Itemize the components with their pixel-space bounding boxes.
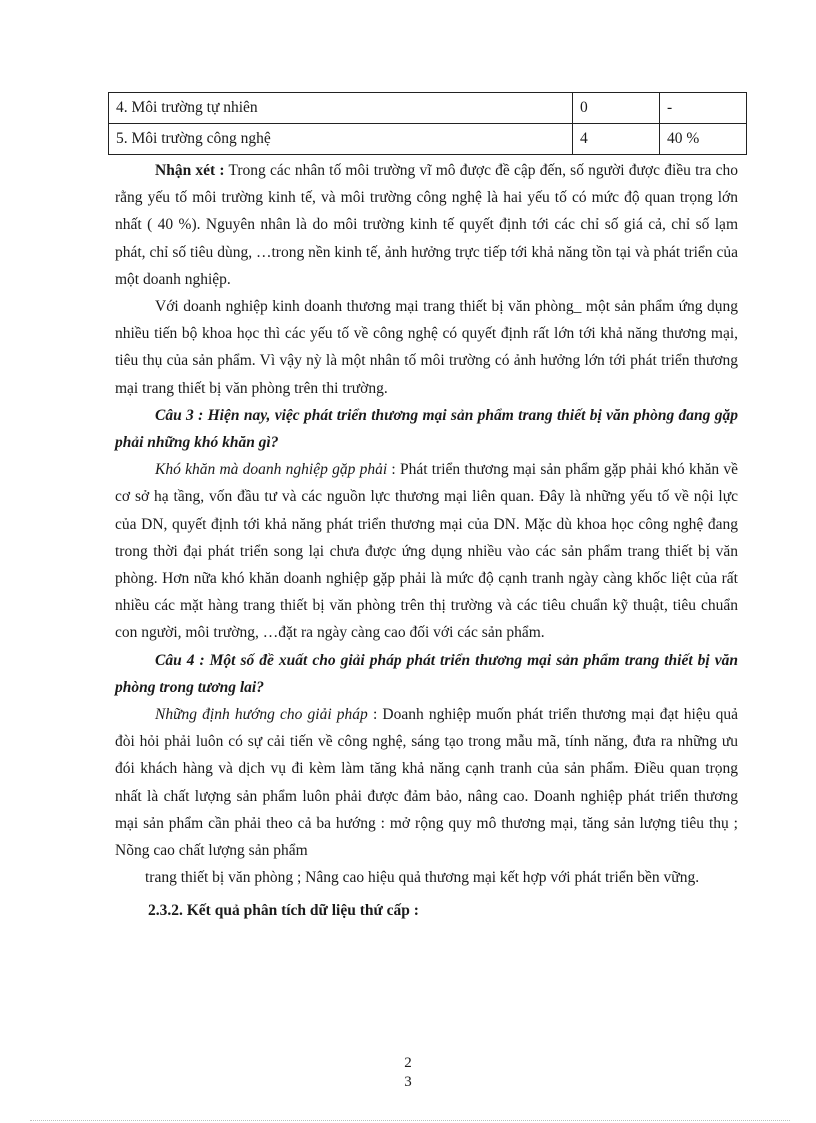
- question-4-answer: [115, 701, 738, 864]
- tech-paragraph: Với doanh nghiệp kinh doanh thương mại trang thiết bị văn phòng_ một sản phẩm ứng dụng nhiều tiến bộ khoa học thì các yếu tố về công nghệ có quyết định rất lớn tới khả năng thương mại, tiêu thụ của sản phẩm. Vì vậy nỳ là một nhân tố môi trường có ảnh hưởng lớn tới phát triển thương mại trang thiết bị văn phòng trên thi trường.: [115, 298, 738, 397]
- table-cell-count: 4: [573, 124, 660, 155]
- table-cell-count: 0: [573, 93, 660, 124]
- question-4-label: Những định hướng cho giải pháp: [155, 706, 368, 724]
- body-text: [115, 157, 738, 925]
- section-heading: 2.3.2. Kết quả phân tích dữ liệu thứ cấp :: [148, 902, 419, 920]
- question-4-continuation: [115, 864, 738, 891]
- table-cell-factor: 4. Môi trường tự nhiên: [109, 93, 573, 124]
- table-row: [109, 93, 747, 124]
- page-number-line-1: 2: [404, 1055, 412, 1071]
- table-cell-percent: -: [660, 93, 747, 124]
- remark-paragraph: [115, 157, 738, 293]
- page-number-line-2: 3: [404, 1074, 412, 1090]
- survey-table: [108, 92, 747, 155]
- question-3-text: : Phát triển thương mại sản phẩm gặp phải khó khăn về cơ sở hạ tầng, vốn đầu tư và các nguồn lực thương mại liên quan. Đây là những yếu tố về nội lực của DN, quyết định tới khả năng phát triển thương mại của DN. Mặc dù khoa học công nghệ đang trong thời đại phát triển song lại chưa được ứng dụng nhiều vào các sản phẩm trang thiết bị văn phòng. Hơn nữa khó khăn doanh nghiệp gặp phải là mức độ cạnh tranh ngày càng khốc liệt của rất nhiều các mặt hàng trang thiết bị văn phòng trên thị trường và các tiêu chuẩn kỹ thuật, tiêu chuẩn con người, môi trường, …đặt ra ngày càng cao đối với các sản phẩm.: [115, 461, 738, 642]
- table-cell-factor: 5. Môi trường công nghệ: [109, 124, 573, 155]
- table-row: [109, 124, 747, 155]
- question-3-answer: [115, 456, 738, 646]
- question-3-label: Khó khăn mà doanh nghiệp gặp phải: [155, 461, 388, 479]
- question-4-continuation-text: trang thiết bị văn phòng ; Nâng cao hiệu quả thương mại kết hợp với phát triển bền vững.: [145, 869, 700, 887]
- question-3-title: Câu 3 : Hiện nay, việc phát triển thương mại sản phẩm trang thiết bị văn phòng đang gặp phải những khó khăn gì?: [115, 406, 738, 452]
- question-4-title: Câu 4 : Một số đề xuất cho giải pháp phát triển thương mại sản phẩm trang thiết bị văn phòng trong tương lai?: [115, 651, 738, 696]
- remark-label: Nhận xét :: [155, 162, 225, 179]
- table-cell-percent: 40 %: [660, 124, 747, 155]
- remark-text: Trong các nhân tố môi trường vĩ mô được đề cập đến, số người được điều tra cho rằng yếu tố môi trường kinh tế, và môi trường công nghệ là hai yếu tố có mức độ quan trọng lớn nhất ( 40 %). Nguyên nhân là do môi trường kinh tế quyết định tới các chỉ số giá cả, chỉ số lạm phát, chỉ số tiêu dùng, …trong nền kinh tế, ảnh hưởng trực tiếp tới khả năng tồn tại và phát triển của một doanh nghiệp.: [115, 162, 739, 288]
- page-divider: [30, 1120, 790, 1121]
- question-4-text: : Doanh nghiệp muốn phát triển thương mại đạt hiệu quả đòi hỏi phải luôn có sự cải tiến về công nghệ, sáng tạo trong mẫu mã, tính năng, đưa ra những ưu đói khách hàng và dịch vụ đi kèm làm tăng khả năng cạnh tranh của sản phẩm. Điều quan trọng nhất là chất lượng sản phẩm luôn phải được đảm bảo, nâng cao. Doanh nghiệp phát triển thương mại sản phẩm cần phải theo cả ba hướng : mở rộng quy mô thương mại, tăng sản lượng tiêu thụ ; Nõng cao chất lượng sản phẩm: [115, 706, 738, 860]
